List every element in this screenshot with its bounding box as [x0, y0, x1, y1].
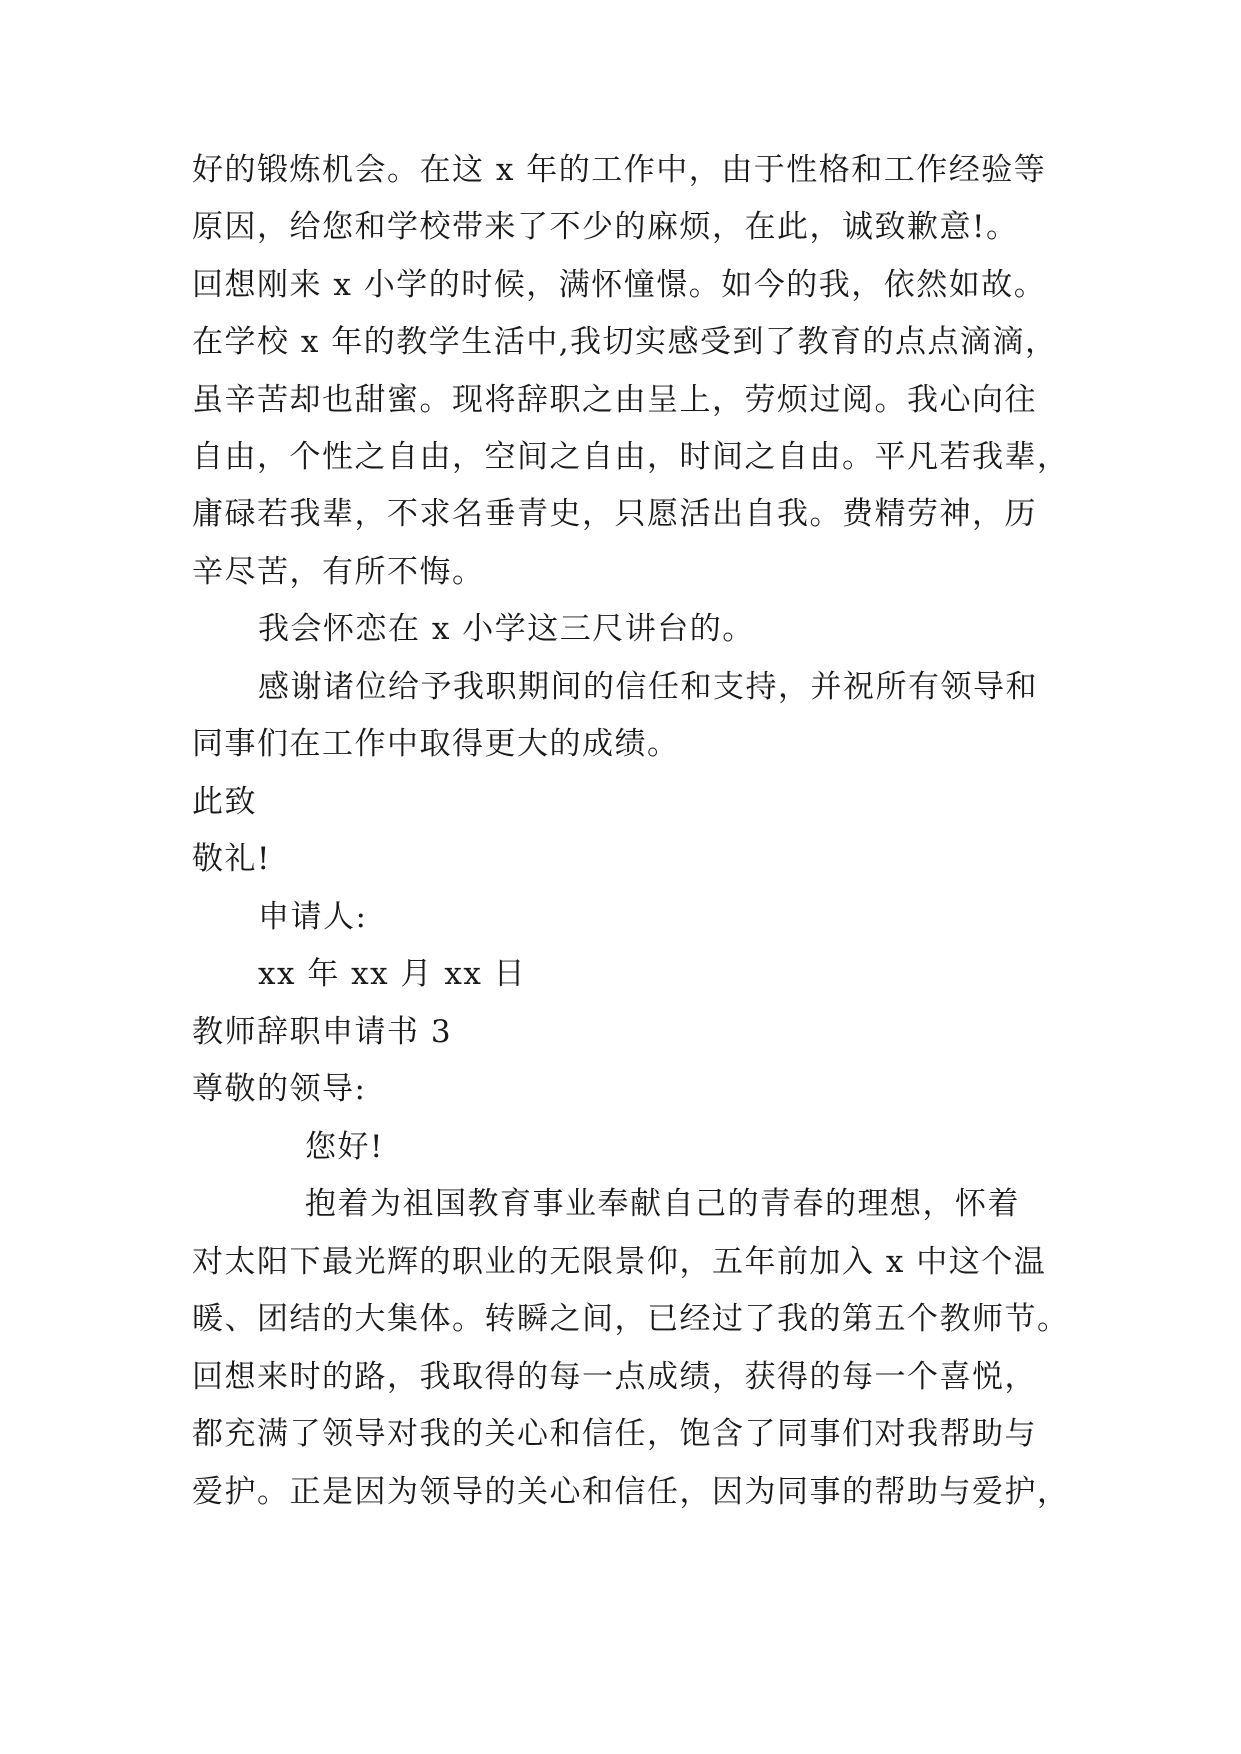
text-line: 同事们在工作中取得更大的成绩。 [192, 726, 680, 762]
letter-title: 教师辞职申请书 3 [192, 1014, 453, 1050]
text-line: 感谢诸位给予我职期间的信任和支持，并祝所有领导和 [258, 669, 1038, 705]
text-line: 对太阳下最光辉的职业的无限景仰，五年前加入 x 中这个温 [192, 1244, 1047, 1280]
salutation: 尊敬的领导: [192, 1071, 367, 1107]
text-line: 我会怀恋在 x 小学这三尺讲台的。 [258, 611, 755, 647]
text-line: 自由，个性之自由，空间之自由，时间之自由。平凡若我辈， [192, 439, 1070, 475]
applicant-label: 申请人: [258, 899, 368, 935]
text-line: 暖、团结的大集体。转瞬之间，已经过了我的第五个教师节。 [192, 1301, 1070, 1337]
greeting: 您好! [305, 1129, 384, 1165]
text-line: 爱护。正是因为领导的关心和信任，因为同事的帮助与爱护， [192, 1474, 1070, 1510]
text-line: 辛尽苦，有所不悔。 [192, 554, 485, 590]
text-line: 好的锻炼机会。在这 x 年的工作中，由于性格和工作经验等 [192, 152, 1047, 188]
text-line: 回想来时的路，我取得的每一点成绩，获得的每一个喜悦， [192, 1359, 1037, 1395]
text-line: 虽辛苦却也甜蜜。现将辞职之由呈上，劳烦过阅。我心向往 [192, 382, 1037, 418]
text-line: 回想刚来 x 小学的时候，满怀憧憬。如今的我，依然如故。 [192, 267, 1047, 303]
text-line: 在学校 x 年的教学生活中,我切实感受到了教育的点点滴滴， [192, 324, 1058, 360]
text-line: 都充满了领导对我的关心和信任，饱含了同事们对我帮助与 [192, 1416, 1037, 1452]
closing-line: 此致 [192, 784, 257, 820]
text-line: 庸碌若我辈，不求名垂青史，只愿活出自我。费精劳神，历 [192, 496, 1037, 532]
closing-line: 敬礼! [192, 841, 271, 877]
signature-date: xx 年 xx 月 xx 日 [258, 956, 527, 992]
text-line: 原因，给您和学校带来了不少的麻烦，在此，诚致歉意!。 [192, 209, 1019, 245]
text-line: 抱着为祖国教育事业奉献自己的青春的理想，怀着 [305, 1186, 1020, 1222]
